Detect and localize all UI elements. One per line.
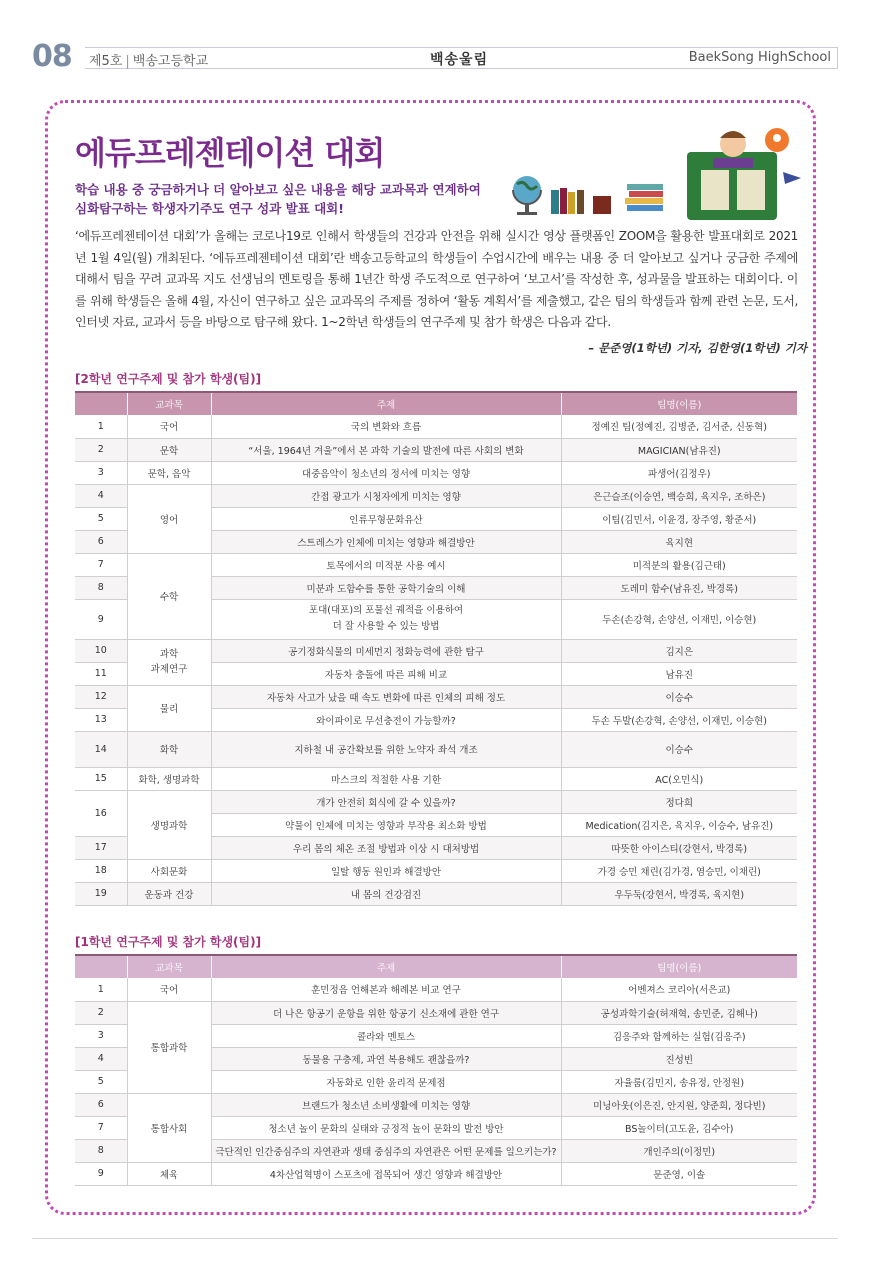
article-subtitle [75, 180, 495, 218]
cell-no: 14 [75, 731, 127, 767]
cell-no: 19 [75, 882, 127, 905]
cell-no: 10 [75, 639, 127, 662]
cell-topic: 극단적인 인간중심주의 자연관과 생태 중심주의 자연관은 어떤 문제를 일으키는가? [211, 1139, 561, 1162]
school-name: 백송고등학교 [132, 54, 209, 69]
cell-topic: 훈민정음 언해본과 해례본 비교 연구 [211, 978, 561, 1001]
cell-team: Medication(김지은, 육지우, 이승수, 남유진) [561, 813, 797, 836]
cell-topic: 동물용 구충제, 과연 복용해도 괜찮을까? [211, 1047, 561, 1070]
header-cell-team: 팀명(이름) [561, 393, 797, 415]
cell-team: 미적분의 활용(김근태) [561, 553, 797, 576]
cell-subject: 영어 [127, 484, 211, 553]
cell-team: 개인주의(이정민) [561, 1139, 797, 1162]
cell-team: 문준영, 이솔 [561, 1162, 797, 1185]
header-cell-subject: 교과목 [127, 956, 211, 978]
cell-subject: 문학, 음악 [127, 461, 211, 484]
cell-team: 미닝아웃(이은진, 안지원, 양준희, 정다빈) [561, 1093, 797, 1116]
grade1-table [75, 956, 797, 1186]
cell-subject: 통합과학 [127, 1001, 211, 1093]
cell-no: 12 [75, 685, 127, 708]
cell-no: 13 [75, 708, 127, 731]
cell-no: 18 [75, 859, 127, 882]
cell-topic: 대중음악이 청소년의 정서에 미치는 영향 [211, 461, 561, 484]
table-header-row [75, 393, 797, 415]
article-body: ‘에듀프레젠테이션 대회’가 올해는 코로나19로 인해서 학생들의 건강과 안전을 위해 실시간 영상 플랫폼인 ZOOM을 활용한 발표대회로 2021년 1월 4일(월) 개최된다. ‘에듀프레젠테이션 대회’란 백송고등학교의 학생들이 수업시간에 배우는 내용 중 더 알아보고 싶거나 궁금한 주제에 대해서 팀을 꾸려 교과목 지도 선생님의 멘토링을 통해 1년간 학생 주도적으로 연구하여 ‘보고서’를 작성한 후, 성과물을 발표하는 대회이다. 이를 위해 학생들은 올해 4월, 자신이 연구하고 싶은 교과목의 주제를 정하여 ‘활동 계획서’를 제출했고, 같은 팀의 학생들과 함께 관련 논문, 도서, 인터넷 자료, 교과서 등을 바탕으로 탐구해 왔다. 1~2학년 학생들의 연구주제 및 참가 학생은 다음과 같다. [75, 229, 798, 329]
section-title-grade2: [2학년 연구주제 및 참가 학생(팀)] [75, 372, 262, 386]
cell-team: 두손 두발(손강혁, 손양선, 이재민, 이승현) [561, 708, 797, 731]
table-row [75, 859, 797, 882]
cell-topic: 와이파이로 무선충전이 가능할까? [211, 708, 561, 731]
cell-subject: 문학 [127, 438, 211, 461]
table-row [75, 639, 797, 662]
cell-subject: 과학 과제연구 [127, 639, 211, 685]
cell-team: 두손(손강혁, 손양선, 이재민, 이승현) [561, 599, 797, 639]
issue-info: 제5호 | 백송고등학교 [89, 54, 209, 69]
table-row [75, 685, 797, 708]
cell-no: 7 [75, 553, 127, 576]
globe-icon [513, 176, 541, 215]
cell-team: 진성빈 [561, 1047, 797, 1070]
cell-team: BS놀이터(고도윤, 김수아) [561, 1116, 797, 1139]
cell-team: AC(오민식) [561, 767, 797, 790]
subtitle-line-2: 심화탐구하는 학생자기주도 연구 성과 발표 대회! [75, 201, 344, 216]
cell-no: 4 [75, 1047, 127, 1070]
table-row [75, 1162, 797, 1185]
cell-topic: 인류무형문화유산 [211, 507, 561, 530]
cell-topic: 토목에서의 미적분 사용 예시 [211, 553, 561, 576]
cell-no: 7 [75, 1116, 127, 1139]
header-cell-team: 팀명(이름) [561, 956, 797, 978]
table-row [75, 882, 797, 905]
cell-team: 김지은 [561, 639, 797, 662]
table-row [75, 790, 797, 813]
lightbulb-icon [765, 128, 789, 152]
cell-subject: 물리 [127, 685, 211, 731]
cell-team: 이승수 [561, 685, 797, 708]
cell-no: 15 [75, 767, 127, 790]
teacher-books-illustration [505, 122, 805, 222]
header-bar [85, 47, 838, 69]
table-row [75, 1093, 797, 1116]
cell-no: 9 [75, 599, 127, 639]
cell-team: 정다희 [561, 790, 797, 813]
cell-subject: 운동과 건강 [127, 882, 211, 905]
cell-topic: 청소년 놀이 문화의 실태와 긍정적 놀이 문화의 발전 방안 [211, 1116, 561, 1139]
english-name: BaekSong HighSchool [688, 50, 831, 65]
table-row [75, 438, 797, 461]
cell-topic: 자동차 충돌에 따른 피해 비교 [211, 662, 561, 685]
subtitle-line-1: 학습 내용 중 궁금하거나 더 알아보고 싶은 내용을 해당 교과목과 연계하여 [75, 182, 481, 197]
cell-no: 4 [75, 484, 127, 507]
cell-topic: 마스크의 적절한 사용 기한 [211, 767, 561, 790]
cell-no: 3 [75, 461, 127, 484]
cell-team: 이팀(김민서, 이윤경, 장주영, 황준서) [561, 507, 797, 530]
cell-no: 6 [75, 1093, 127, 1116]
header-cell-no [75, 956, 127, 978]
page-header [32, 40, 838, 74]
cell-topic: 4차산업혁명이 스포츠에 접목되어 생긴 영향과 해결방안 [211, 1162, 561, 1185]
cell-subject: 통합사회 [127, 1093, 211, 1162]
cell-topic: 약물이 인체에 미치는 영향과 부작용 최소화 방법 [211, 813, 561, 836]
flat-books-icon [625, 184, 663, 211]
cell-team: 은근슬조(이승연, 백승희, 육지우, 조하은) [561, 484, 797, 507]
paper-name: 백송울림 [430, 52, 489, 68]
cell-no: 8 [75, 576, 127, 599]
cell-subject: 사회문화 [127, 859, 211, 882]
cell-subject: 국어 [127, 415, 211, 438]
cell-subject: 생명과학 [127, 790, 211, 859]
table-row [75, 484, 797, 507]
table-row [75, 978, 797, 1001]
article-title: 에듀프레젠테이션 대회 [75, 134, 385, 172]
header-cell-topic: 주제 [211, 956, 561, 978]
cell-team: 파생어(김정우) [561, 461, 797, 484]
cell-no: 16 [75, 790, 127, 836]
cell-team: 육지현 [561, 530, 797, 553]
cell-no: 11 [75, 662, 127, 685]
cell-topic: 미분과 도함수를 통한 공학기술의 이해 [211, 576, 561, 599]
table-row [75, 731, 797, 767]
cell-no: 9 [75, 1162, 127, 1185]
cell-subject: 화학, 생명과학 [127, 767, 211, 790]
cell-subject: 국어 [127, 978, 211, 1001]
table-row [75, 415, 797, 438]
cell-topic: 스트레스가 인체에 미치는 영향과 해결방안 [211, 530, 561, 553]
books-stack-icon [551, 188, 611, 214]
table-row [75, 461, 797, 484]
header-cell-no [75, 393, 127, 415]
issue-number: 제5호 [89, 54, 123, 69]
cell-team: 정예진 팀(정예진, 김병준, 김서준, 신동혁) [561, 415, 797, 438]
cell-no: 17 [75, 836, 127, 859]
cell-topic: “서울, 1964년 겨울”에서 본 과학 기술의 발전에 따른 사회의 변화 [211, 438, 561, 461]
cell-team: 자율룸(김민지, 송유정, 안정원) [561, 1070, 797, 1093]
cell-no: 3 [75, 1024, 127, 1047]
cell-topic: 간접 광고가 시청자에게 미치는 영향 [211, 484, 561, 507]
cell-subject: 화학 [127, 731, 211, 767]
cell-topic: 공기정화식물의 미세먼지 정화능력에 관한 탐구 [211, 639, 561, 662]
cell-team: 남유진 [561, 662, 797, 685]
cell-no: 5 [75, 507, 127, 530]
section-title-grade1: [1학년 연구주제 및 참가 학생(팀)] [75, 935, 262, 949]
cell-topic: 일탈 행동 원인과 해결방안 [211, 859, 561, 882]
cell-topic: 우리 몸의 체온 조절 방법과 이상 시 대처방법 [211, 836, 561, 859]
cell-team: 공성과학기술(허재혁, 송민준, 김해나) [561, 1001, 797, 1024]
cell-no: 6 [75, 530, 127, 553]
cell-team: 가경 승민 채린(김가경, 염승민, 이채린) [561, 859, 797, 882]
cell-topic: 브랜드가 청소년 소비생활에 미치는 영향 [211, 1093, 561, 1116]
cell-topic: 국의 변화와 흐름 [211, 415, 561, 438]
article-byline: – 문준영(1학년) 기자, 김한영(1학년) 기자 [588, 341, 807, 355]
table-header-row [75, 956, 797, 978]
cell-no: 5 [75, 1070, 127, 1093]
cell-topic: 자동차 사고가 났을 때 속도 변화에 따른 인체의 피해 정도 [211, 685, 561, 708]
cell-no: 1 [75, 978, 127, 1001]
header-cell-topic: 주제 [211, 393, 561, 415]
cell-team: 도레미 함수(남유진, 박경록) [561, 576, 797, 599]
paper-plane-icon [783, 172, 801, 184]
cell-no: 8 [75, 1139, 127, 1162]
teacher-icon [687, 131, 777, 220]
cell-subject: 수학 [127, 553, 211, 639]
cell-topic: 더 나은 항공기 운항을 위한 항공기 신소재에 관한 연구 [211, 1001, 561, 1024]
cell-topic: 지하철 내 공간확보를 위한 노약자 좌석 개조 [211, 731, 561, 767]
cell-no: 2 [75, 1001, 127, 1024]
cell-topic: 내 몸의 건강검진 [211, 882, 561, 905]
cell-team: MAGICIAN(남유진) [561, 438, 797, 461]
cell-team: 우두둑(강현서, 박경록, 육지현) [561, 882, 797, 905]
table-row [75, 767, 797, 790]
page-number: 08 [32, 39, 72, 74]
cell-team: 이승수 [561, 731, 797, 767]
cell-topic: 개가 안전히 회식에 갈 수 있을까? [211, 790, 561, 813]
cell-no: 1 [75, 415, 127, 438]
grade2-table [75, 393, 797, 906]
table-row [75, 1001, 797, 1024]
table-row [75, 553, 797, 576]
cell-topic: 콜라와 멘토스 [211, 1024, 561, 1047]
cell-team: 김응주와 함께하는 실험(김응주) [561, 1024, 797, 1047]
cell-topic: 포대(대포)의 포물선 궤적을 이용하여 더 잘 사용할 수 있는 방법 [211, 599, 561, 639]
cell-subject: 체육 [127, 1162, 211, 1185]
footer-rule [32, 1238, 838, 1239]
cell-no: 2 [75, 438, 127, 461]
header-cell-subject: 교과목 [127, 393, 211, 415]
cell-team: 따뜻한 아이스티(강현서, 박경록) [561, 836, 797, 859]
cell-topic: 자동화로 인한 윤리적 문제점 [211, 1070, 561, 1093]
cell-team: 어벤져스 코리아(서은교) [561, 978, 797, 1001]
